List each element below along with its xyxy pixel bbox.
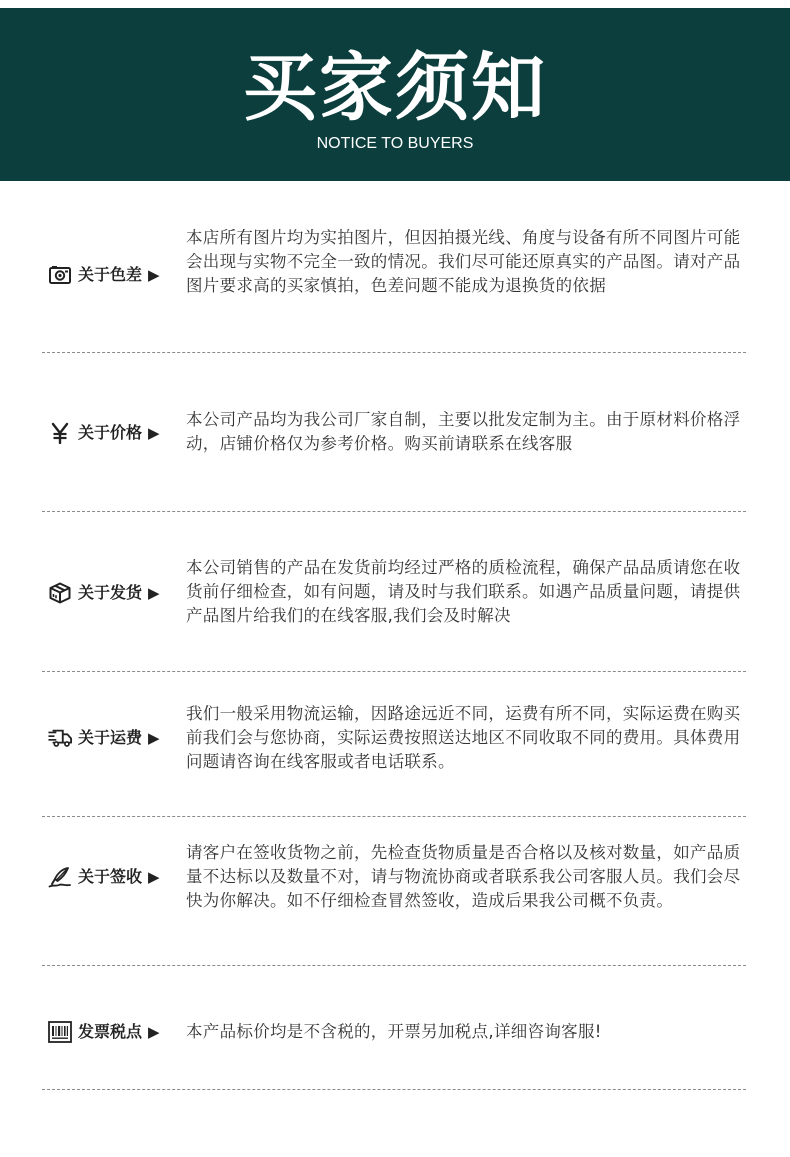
page-title: 买家须知 bbox=[243, 45, 547, 131]
section-divider bbox=[42, 816, 746, 817]
package-icon bbox=[48, 581, 72, 605]
notice-shipping bbox=[42, 556, 746, 636]
section-label bbox=[48, 262, 160, 288]
section-label-text: 关于价格 bbox=[78, 423, 143, 442]
arrow-right-icon: ▶ bbox=[148, 868, 160, 886]
header-banner bbox=[0, 8, 790, 181]
section-text: 我们一般采用物流运输，因路途远近不同，运费有所不同，实际运费在购买前我们会与您协商，实际运费按照送达地区不同收取不同的费用。具体费用问题请咨询在线客服或者电话联系。 bbox=[186, 704, 741, 771]
notice-price bbox=[42, 408, 746, 468]
notice-receiving bbox=[42, 841, 746, 941]
arrow-right-icon: ▶ bbox=[148, 1023, 160, 1041]
arrow-right-icon: ▶ bbox=[148, 424, 160, 442]
section-divider bbox=[42, 511, 746, 512]
section-label-text: 关于色差 bbox=[78, 265, 143, 284]
truck-icon bbox=[48, 726, 72, 750]
section-text: 本产品标价均是不含税的，开票另加税点,详细咨询客服! bbox=[186, 1022, 602, 1041]
section-divider bbox=[42, 671, 746, 672]
section-label bbox=[48, 725, 160, 751]
section-label bbox=[48, 420, 160, 446]
section-text: 请客户在签收货物之前，先检查货物质量是否合格以及核对数量，如产品质量不达标以及数量不对，请与物流协商或者联系我公司客服人员。我们会尽快为你解决。如不仔细检查冒然签收，造成后果我公司概不负责。 bbox=[186, 843, 741, 910]
section-label-text: 发票税点 bbox=[78, 1022, 143, 1041]
section-divider bbox=[42, 1089, 746, 1090]
notice-freight bbox=[42, 702, 746, 782]
barcode-icon bbox=[48, 1020, 72, 1044]
section-label bbox=[48, 864, 160, 890]
section-label-text: 关于签收 bbox=[78, 867, 143, 886]
arrow-right-icon: ▶ bbox=[148, 266, 160, 284]
section-text: 本公司产品均为我公司厂家自制，主要以批发定制为主。由于原材料价格浮动，店铺价格仅为参考价格。购买前请联系在线客服 bbox=[186, 410, 741, 453]
page-subtitle: NOTICE TO BUYERS bbox=[316, 135, 474, 152]
section-label bbox=[48, 1019, 160, 1045]
section-text: 本店所有图片均为实拍图片，但因拍摄光线、角度与设备有所不同图片可能会出现与实物不完全一致的情况。我们尽可能还原真实的产品图。请对产品图片要求高的买家慎拍，色差问题不能成为退换货的依据 bbox=[186, 228, 741, 295]
section-text: 本公司销售的产品在发货前均经过严格的质检流程，确保产品品质请您在收货前仔细检查，如有问题，请及时与我们联系。如遇产品质量问题，请提供产品图片给我们的在线客服,我们会及时解决 bbox=[186, 558, 741, 625]
section-divider bbox=[42, 965, 746, 966]
yen-icon bbox=[48, 421, 72, 445]
section-label bbox=[48, 580, 160, 606]
arrow-right-icon: ▶ bbox=[148, 729, 160, 747]
notice-invoice-tax bbox=[42, 1019, 746, 1049]
pen-sign-icon bbox=[48, 865, 72, 889]
camera-icon bbox=[48, 263, 72, 287]
arrow-right-icon: ▶ bbox=[148, 584, 160, 602]
section-label-text: 关于运费 bbox=[78, 728, 143, 747]
section-divider bbox=[42, 352, 746, 353]
notice-color-difference bbox=[42, 226, 746, 326]
section-label-text: 关于发货 bbox=[78, 583, 143, 602]
